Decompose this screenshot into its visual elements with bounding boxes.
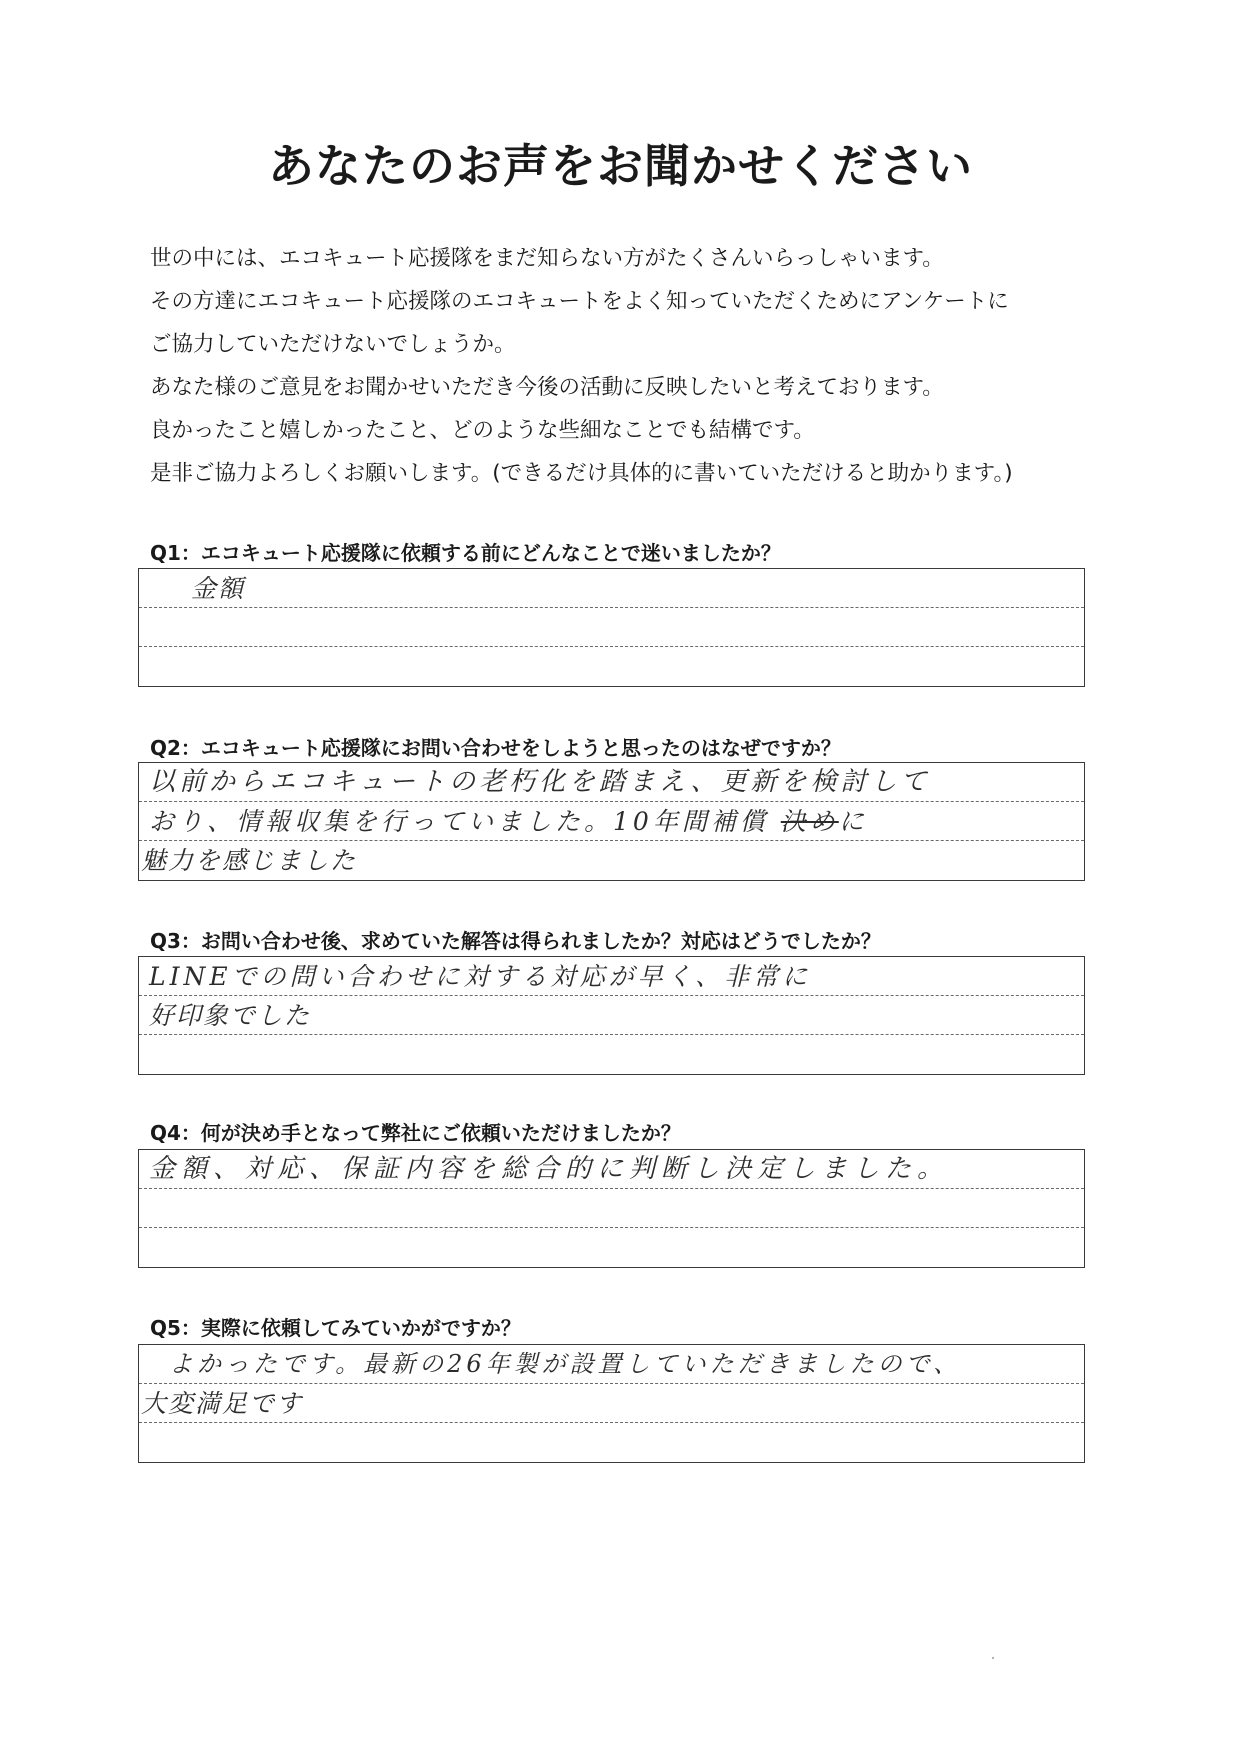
question-3-label: Q3：お問い合わせ後、求めていた解答は得られましたか？対応はどうでしたか？ (150, 929, 881, 953)
page-title: あなたのお声をお聞かせください (268, 139, 973, 193)
intro-line: 良かったこと嬉しかったこと、どのような些細なことでも結構です。 (150, 418, 815, 443)
intro-line: 世の中には、エコキュート応援隊をまだ知らない方がたくさんいらっしゃいます。 (150, 246, 944, 271)
answer-text: に (838, 807, 868, 836)
scan-speck (992, 1657, 994, 1659)
answer-box-q3 (138, 956, 1085, 1075)
answer-text: 金額 (191, 574, 246, 603)
intro-text (150, 237, 1110, 495)
answer-line (139, 996, 1084, 1035)
intro-line: その方達にエコキュート応援隊のエコキュートをよく知っていただくためにアンケートに (150, 289, 1009, 314)
answer-text: 大変満足です (141, 1389, 304, 1418)
question-4-label: Q4：何が決め手となって弊社にご依頼いただけましたか？ (150, 1121, 681, 1145)
answer-line (139, 841, 1084, 880)
answer-line (139, 1384, 1084, 1423)
answer-text: 魅力を感じました (141, 846, 358, 875)
answer-line (139, 608, 1084, 647)
answer-line (139, 1228, 1084, 1267)
answer-line (139, 1423, 1084, 1462)
intro-line: 是非ご協力よろしくお願いします。(できるだけ具体的に書いていただけると助かります。) (150, 461, 1013, 486)
answer-line (139, 1345, 1084, 1384)
answer-line (139, 957, 1084, 996)
intro-line: ご協力していただけないでしょうか。 (150, 332, 516, 357)
answer-line (139, 1150, 1084, 1189)
answer-box-q4 (138, 1149, 1085, 1268)
answer-line (139, 763, 1084, 802)
question-5-label: Q5：実際に依頼してみていかがですか？ (150, 1316, 521, 1340)
answer-text: 好印象でした (149, 1001, 312, 1030)
answer-text: よかったです。最新の26年製が設置していただきましたので、 (169, 1350, 962, 1378)
answer-box-q1 (138, 568, 1085, 687)
answer-text: おり、情報収集を行っていました。10年間補償 (149, 807, 769, 836)
answer-line (139, 802, 1084, 841)
struck-text: 決め (780, 807, 839, 836)
answer-line (139, 1189, 1084, 1228)
answer-text: 以前からエコキュートの老朽化を踏まえ、更新を検討して (149, 767, 931, 797)
answer-text: 金額、対応、保証内容を総合的に判断し決定しました。 (149, 1154, 950, 1184)
intro-line: あなた様のご意見をお聞かせいただき今後の活動に反映したいと考えております。 (150, 375, 944, 400)
answer-line (139, 647, 1084, 686)
answer-text-row (149, 802, 868, 841)
answer-line (139, 569, 1084, 608)
answer-box-q5 (138, 1344, 1085, 1463)
answer-line (139, 1035, 1084, 1074)
question-1-label: Q1：エコキュート応援隊に依頼する前にどんなことで迷いましたか？ (150, 541, 781, 565)
question-2-label: Q2：エコキュート応援隊にお問い合わせをしようと思ったのはなぜですか？ (150, 736, 841, 760)
answer-box-q2 (138, 762, 1085, 881)
answer-text: LINEでの問い合わせに対する対応が早く、非常に (149, 962, 812, 991)
